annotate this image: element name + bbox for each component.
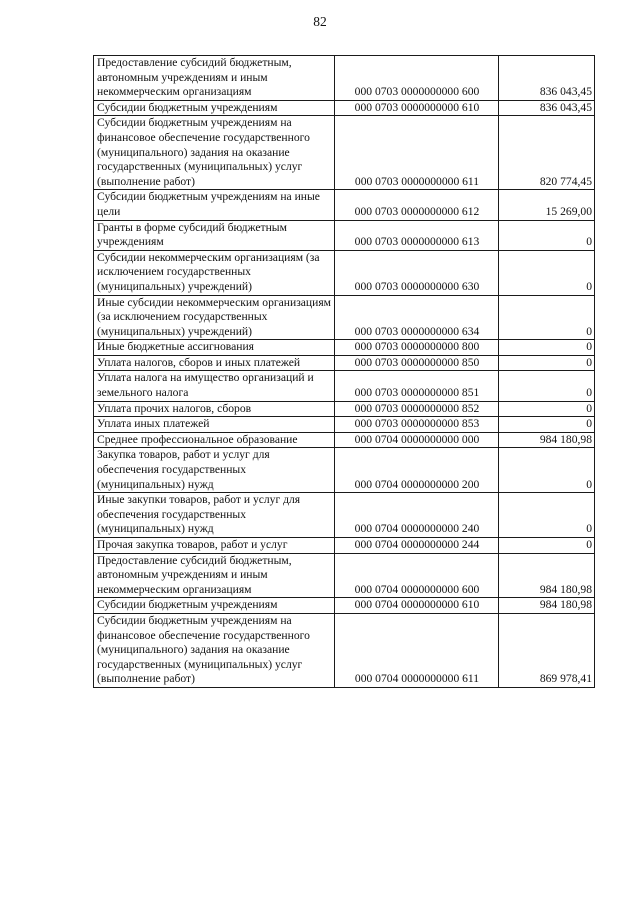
row-sum-cell: 984 180,98 xyxy=(499,553,595,598)
table-row xyxy=(94,598,595,614)
row-code-cell: 000 0703 0000000000 634 xyxy=(335,295,499,340)
row-name-cell: Уплата налогов, сборов и иных платежей xyxy=(94,355,335,371)
row-code-cell: 000 0703 0000000000 600 xyxy=(335,56,499,101)
row-name-cell: Субсидии бюджетным учреждениям на финансовое обеспечение государственного (муниципального) задания на оказание государственных (муниципальных) услуг (выполнение работ) xyxy=(94,116,335,190)
row-name-cell: Субсидии бюджетным учреждениям xyxy=(94,100,335,116)
row-name-cell: Субсидии бюджетным учреждениям на иные цели xyxy=(94,190,335,220)
row-code-cell: 000 0703 0000000000 630 xyxy=(335,250,499,295)
row-sum-cell: 0 xyxy=(499,371,595,401)
row-name-cell: Уплата налога на имущество организаций и земельного налога xyxy=(94,371,335,401)
budget-table-body xyxy=(94,56,595,688)
table-row xyxy=(94,100,595,116)
row-code-cell: 000 0703 0000000000 610 xyxy=(335,100,499,116)
row-code-cell: 000 0703 0000000000 800 xyxy=(335,340,499,356)
row-sum-cell: 0 xyxy=(499,295,595,340)
table-row xyxy=(94,250,595,295)
row-code-cell: 000 0704 0000000000 244 xyxy=(335,538,499,554)
row-sum-cell: 0 xyxy=(499,448,595,493)
row-sum-cell: 820 774,45 xyxy=(499,116,595,190)
row-sum-cell: 0 xyxy=(499,220,595,250)
row-sum-cell: 0 xyxy=(499,250,595,295)
table-row xyxy=(94,355,595,371)
row-code-cell: 000 0704 0000000000 610 xyxy=(335,598,499,614)
row-code-cell: 000 0703 0000000000 853 xyxy=(335,417,499,433)
row-sum-cell: 836 043,45 xyxy=(499,56,595,101)
table-row xyxy=(94,371,595,401)
table-row xyxy=(94,116,595,190)
row-code-cell: 000 0703 0000000000 613 xyxy=(335,220,499,250)
row-name-cell: Среднее профессиональное образование xyxy=(94,432,335,448)
table-row xyxy=(94,401,595,417)
row-name-cell: Закупка товаров, работ и услуг для обеспечения государственных (муниципальных) нужд xyxy=(94,448,335,493)
row-name-cell: Субсидии бюджетным учреждениям xyxy=(94,598,335,614)
row-name-cell: Иные бюджетные ассигнования xyxy=(94,340,335,356)
row-sum-cell: 0 xyxy=(499,417,595,433)
row-code-cell: 000 0704 0000000000 611 xyxy=(335,613,499,687)
budget-table xyxy=(93,55,595,688)
row-name-cell: Уплата иных платежей xyxy=(94,417,335,433)
table-row xyxy=(94,538,595,554)
row-sum-cell: 0 xyxy=(499,355,595,371)
row-name-cell: Уплата прочих налогов, сборов xyxy=(94,401,335,417)
row-code-cell: 000 0704 0000000000 000 xyxy=(335,432,499,448)
page-number: 82 xyxy=(313,14,327,29)
row-code-cell: 000 0703 0000000000 612 xyxy=(335,190,499,220)
row-name-cell: Иные субсидии некоммерческим организациям (за исключением государственных (муниципальных) учреждений) xyxy=(94,295,335,340)
row-name-cell: Предоставление субсидий бюджетным, автономным учреждениям и иным некоммерческим организациям xyxy=(94,553,335,598)
row-name-cell: Иные закупки товаров, работ и услуг для обеспечения государственных (муниципальных) нужд xyxy=(94,493,335,538)
row-sum-cell: 0 xyxy=(499,401,595,417)
row-sum-cell: 869 978,41 xyxy=(499,613,595,687)
row-sum-cell: 984 180,98 xyxy=(499,598,595,614)
table-row xyxy=(94,220,595,250)
table-row xyxy=(94,432,595,448)
row-code-cell: 000 0704 0000000000 200 xyxy=(335,448,499,493)
row-name-cell: Гранты в форме субсидий бюджетным учреждениям xyxy=(94,220,335,250)
row-sum-cell: 0 xyxy=(499,340,595,356)
row-sum-cell: 0 xyxy=(499,493,595,538)
row-name-cell: Предоставление субсидий бюджетным, автономным учреждениям и иным некоммерческим организациям xyxy=(94,56,335,101)
table-row xyxy=(94,613,595,687)
row-sum-cell: 836 043,45 xyxy=(499,100,595,116)
table-row xyxy=(94,190,595,220)
row-code-cell: 000 0703 0000000000 851 xyxy=(335,371,499,401)
table-row xyxy=(94,340,595,356)
row-code-cell: 000 0703 0000000000 850 xyxy=(335,355,499,371)
table-row xyxy=(94,295,595,340)
table-row xyxy=(94,448,595,493)
table-row xyxy=(94,553,595,598)
row-code-cell: 000 0703 0000000000 611 xyxy=(335,116,499,190)
row-code-cell: 000 0704 0000000000 600 xyxy=(335,553,499,598)
row-code-cell: 000 0704 0000000000 240 xyxy=(335,493,499,538)
row-sum-cell: 0 xyxy=(499,538,595,554)
table-row xyxy=(94,493,595,538)
row-sum-cell: 984 180,98 xyxy=(499,432,595,448)
row-sum-cell: 15 269,00 xyxy=(499,190,595,220)
table-row xyxy=(94,417,595,433)
table-row xyxy=(94,56,595,101)
row-name-cell: Прочая закупка товаров, работ и услуг xyxy=(94,538,335,554)
row-name-cell: Субсидии бюджетным учреждениям на финансовое обеспечение государственного (муниципального) задания на оказание государственных (муниципальных) услуг (выполнение работ) xyxy=(94,613,335,687)
row-name-cell: Субсидии некоммерческим организациям (за исключением государственных (муниципальных) учреждений) xyxy=(94,250,335,295)
row-code-cell: 000 0703 0000000000 852 xyxy=(335,401,499,417)
